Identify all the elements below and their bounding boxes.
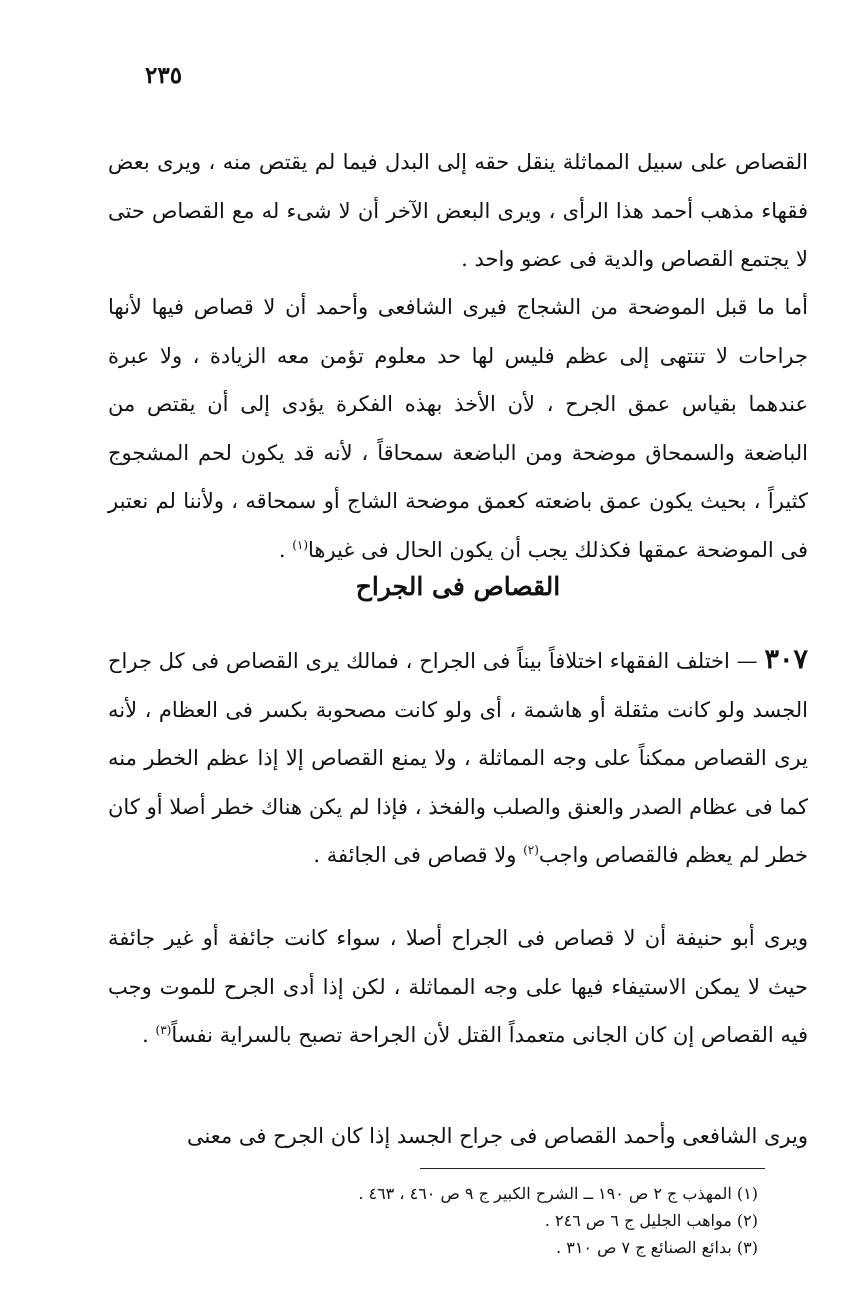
paragraph-continuation: القصاص على سبيل المماثلة ينقل حقه إلى البدل فيما لم يقتص منه ، ويرى بعض فقهاء مذهب أحمد هذا الرأى ، ويرى البعض الآخر أن لا شىء له مع القصاص حتى لا يجتمع القصاص والدية فى عضو واحد . (108, 150, 808, 271)
section-heading: القصاص فى الجراح (355, 572, 561, 601)
paragraph-number: ٣٠٧ (764, 644, 808, 675)
paragraph-abu-hanifa (108, 914, 808, 1060)
footnote-2: (٢) مواهب الجليل ج ٦ ص ٢٤٦ . (544, 1211, 758, 1230)
footnote-ref-2: (٢) (523, 843, 539, 857)
paragraph-abu-hanifa-end: . (142, 1023, 156, 1047)
paragraph-307-text-b: ولا قصاص فى الجائفة . (313, 843, 524, 867)
paragraph-shijaj-text: أما ما قبل الموضحة من الشجاج فيرى الشافعى وأحمد أن لا قصاص فيها لأنها جراحات لا تنتهى إلى عظم فليس لها حد معلوم تؤمن معه الزيادة ، ولا عبرة عندهما بقياس عمق الجرح ، لأن الأخذ بهذه الفكرة يؤدى إلى أن يقتص من الباضعة والسمحاق موضحة ومن الباضعة سمحاقاً ، لأنه قد يكون لحم المشجوج كثيراً ، بحيث يكون عمق باضعته كعمق موضحة الشاج أو سمحاقه ، ولأننا لم نعتبر فى الموضحة عمقها فكذلك يجب أن يكون الحال فى غيرها (108, 295, 808, 562)
footnotes (108, 1180, 758, 1261)
paragraph-shijaj-end: . (278, 537, 293, 562)
footnote-ref-3: (٣) (155, 1023, 172, 1037)
paragraph-shafii: ويرى الشافعى وأحمد القصاص فى جراح الجسد إذا كان الجرح فى معنى (186, 1124, 808, 1148)
paragraph-307-text-a: — اختلف الفقهاء اختلافاً بيناً فى الجراح ، فمالك يرى القصاص فى كل جراح الجسد ولو كانت مثقلة أو هاشمة ، أى ولو كانت مصحوبة بكسر فى العظام ، لأنه يرى القصاص ممكناً على وجه المماثلة ، ولا يمنع القصاص إلا إذا عظم الخطر منه كما فى عظام الصدر والعنق والصلب والفخذ ، فإذا لم يكن هناك خطر أصلا أو كان خطر لم يعظم فالقصاص واجب (108, 649, 808, 867)
paragraph-shijaj (108, 283, 808, 574)
footnote-1: (١) المهذب ج ٢ ص ١٩٠ ــ الشرح الكبير ج ٩ ص ٤٦٠ ، ٤٦٣ . (358, 1184, 758, 1203)
page-number: ٢٣٥ (145, 62, 183, 89)
footnote-divider (420, 1168, 765, 1169)
paragraph-307 (108, 636, 808, 880)
footnote-3: (٣) بدائع الصنائع ج ٧ ص ٣١٠ . (556, 1238, 758, 1257)
footnote-ref-1: (١) (292, 537, 309, 552)
paragraph-abu-hanifa-text: ويرى أبو حنيفة أن لا قصاص فى الجراح أصلا ، سواء كانت جائفة أو غير جائفة حيث لا يمكن الاستيفاء فيها على وجه المماثلة ، لكن إذا أدى الجرح للموت وجب فيه القصاص إن كان الجانى متعمداً القتل لأن الجراحة تصبح بالسراية نفساً (108, 926, 808, 1047)
